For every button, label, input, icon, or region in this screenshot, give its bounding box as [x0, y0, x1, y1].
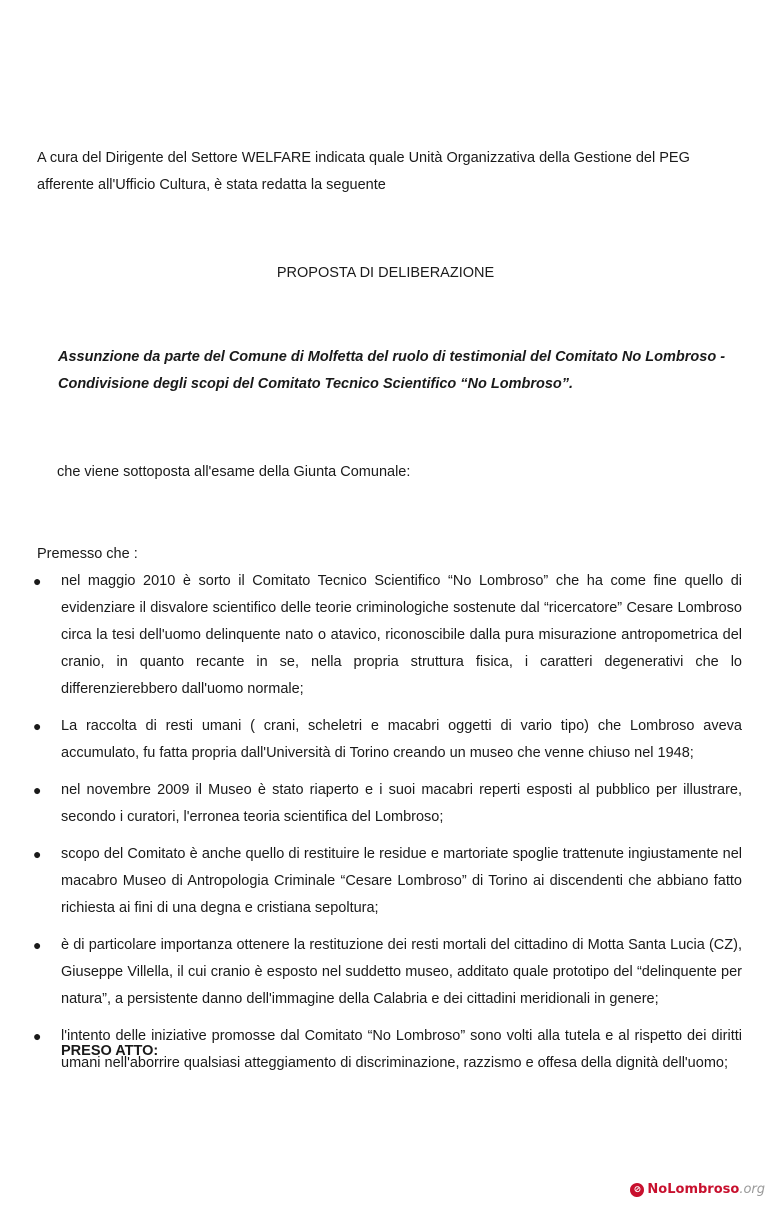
bullet-icon: ● [33, 846, 42, 862]
list-item [30, 568, 742, 703]
watermark-logo [630, 1182, 765, 1197]
list-item [30, 841, 742, 922]
bullet-icon: ● [33, 937, 42, 953]
subject-paragraph: Assunzione da parte del Comune di Molfetta del ruolo di testimonial del Comitato No Lombroso - Condivisione degli scopi del Comitato Tecnico Scientifico “No Lombroso”. [58, 349, 726, 392]
preso-atto-heading: PRESO ATTO: [61, 1043, 159, 1059]
list-item-text: nel maggio 2010 è sorto il Comitato Tecnico Scientifico “No Lombroso” che ha come fine quello di evidenziare il disvalore scientifico delle teorie criminologiche sostenute dal “ricercatore” Cesare Lombroso circa la tesi dell'uomo delinquente nato o atavico, riconoscibile dalla pura misurazione antropometrica del cranio, in quanto recante in se, nella propria struttura fisica, i caratteri degenerativi che lo differenzierebbero dall'uomo normale; [61, 573, 742, 697]
intro-paragraph: A cura del Dirigente del Settore WELFARE indicata quale Unità Organizzativa della Gestione del PEG afferente all'Ufficio Cultura, è stata redatta la seguente [37, 150, 690, 193]
watermark-text: NoLombroso [647, 1182, 740, 1197]
list-item [30, 777, 742, 831]
no-sign-icon: ⊘ [630, 1183, 644, 1197]
list-item-text: scopo del Comitato è anche quello di restituire le residue e martoriate spoglie trattenute ingiustamente nel macabro Museo di Antropologia Criminale “Cesare Lombroso” di Torino ai discendenti che abbiano fatto richiesta ai fini di una degna e cristiana sepoltura; [61, 846, 742, 916]
proposal-title: PROPOSTA DI DELIBERAZIONE [276, 265, 495, 281]
premise-heading: Premesso che : [37, 546, 138, 562]
list-item-text: è di particolare importanza ottenere la restituzione dei resti mortali del cittadino di Motta Santa Lucia (CZ), Giuseppe Villella, il cui cranio è esposto nel suddetto museo, additato quale prototipo del “delinquente per natura”, a persistente danno dell'immagine della Calabria e dei cittadini meridionali in genere; [61, 937, 742, 1007]
list-item-text: l'intento delle iniziative promosse dal Comitato “No Lombroso” sono volti alla tutela e al rispetto dei diritti umani nell'aborrire qualsiasi atteggiamento di discriminazione, razzismo e offesa della dignità dell'uomo; [61, 1028, 742, 1071]
list-item [30, 932, 742, 1013]
bullet-icon: ● [33, 718, 42, 734]
exam-line: che viene sottoposta all'esame della Giunta Comunale: [57, 464, 411, 480]
bullet-icon: ● [33, 573, 42, 589]
premise-list [30, 568, 742, 1087]
bullet-icon: ● [33, 1028, 42, 1044]
list-item-text: La raccolta di resti umani ( crani, scheletri e macabri oggetti di vario tipo) che Lombroso aveva accumulato, fu fatta propria dall'Università di Torino creando un museo che venne chiuso nel 1948; [61, 718, 742, 761]
list-item-text: nel novembre 2009 il Museo è stato riaperto e i suoi macabri reperti esposti al pubblico per illustrare, secondo i curatori, l'erronea teoria scientifica del Lombroso; [61, 782, 742, 825]
bullet-icon: ● [33, 782, 42, 798]
list-item [30, 713, 742, 767]
watermark-domain: .org [739, 1182, 765, 1197]
